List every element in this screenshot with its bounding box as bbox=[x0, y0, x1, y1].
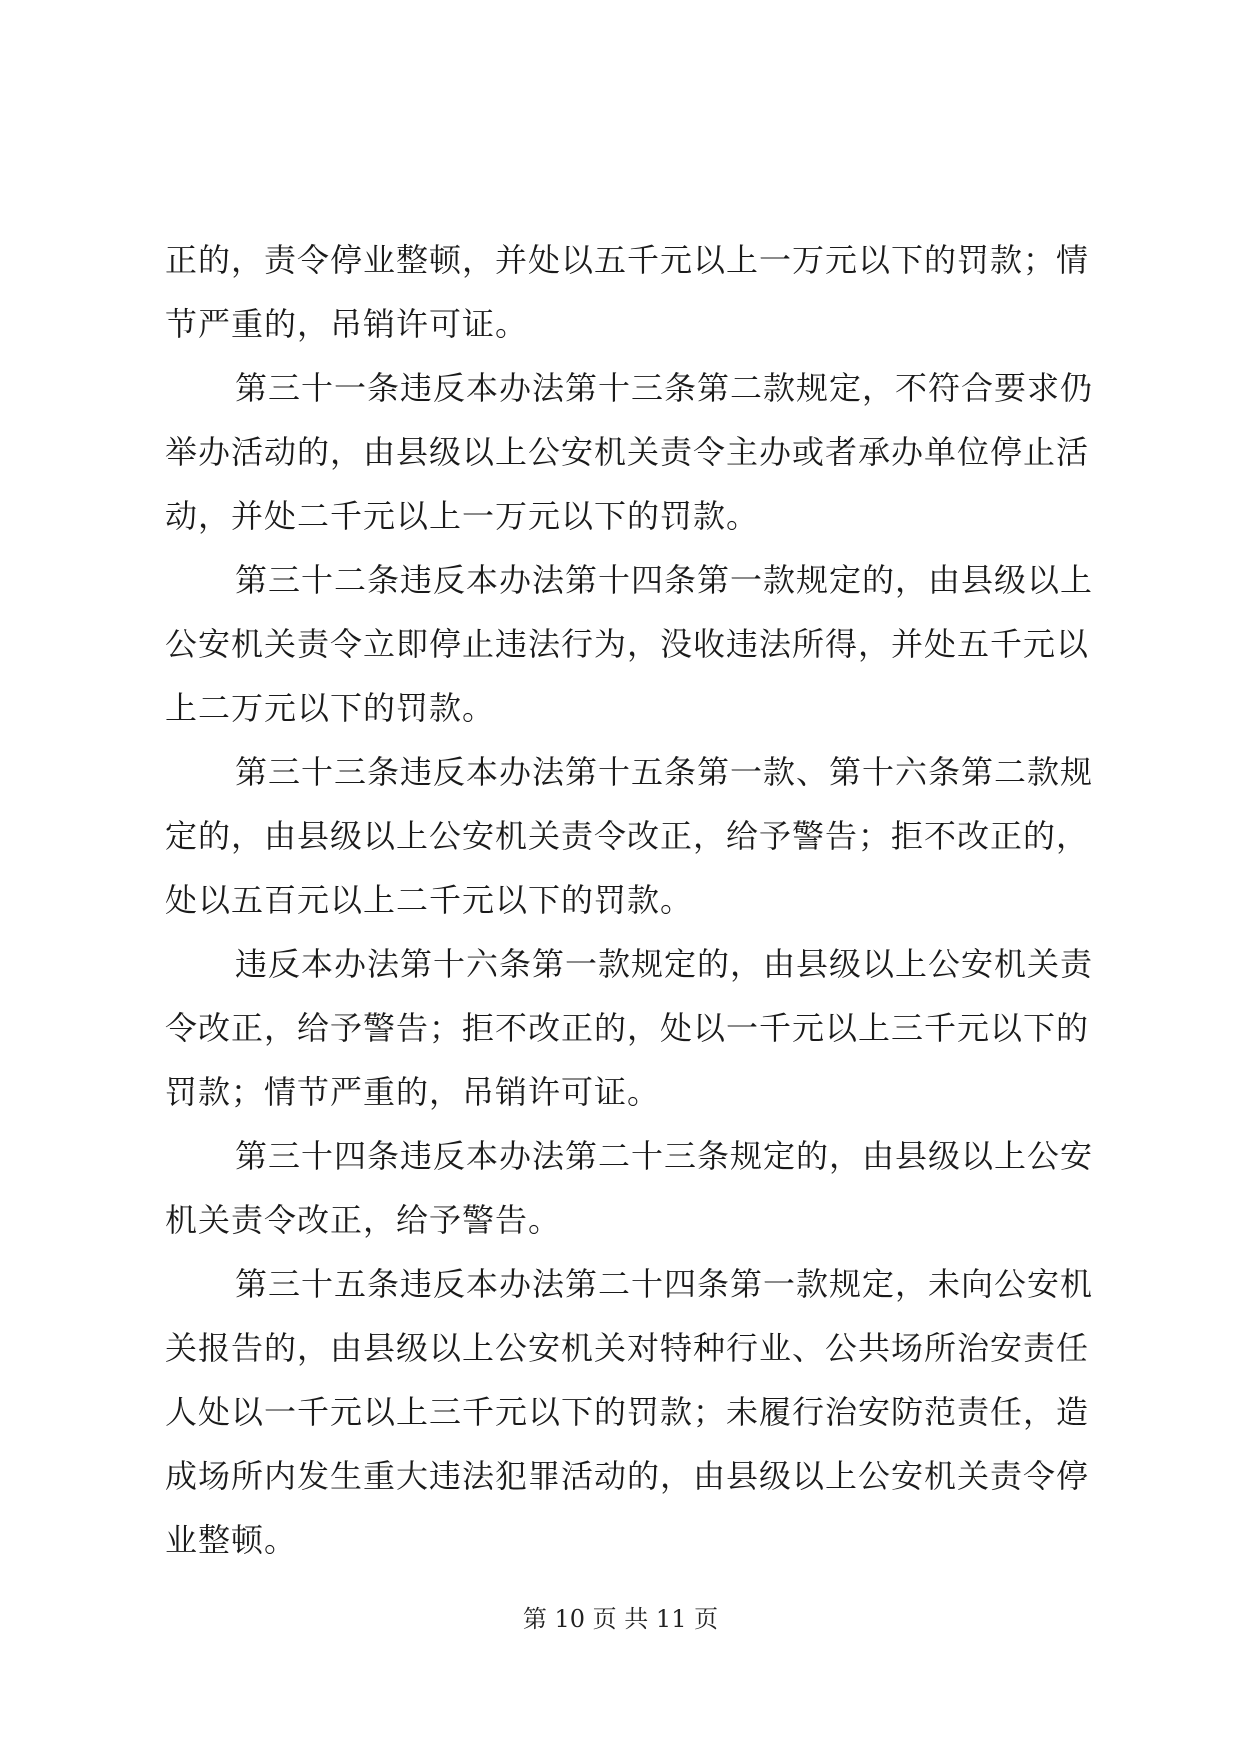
text-line: 机关责令改正，给予警告。 bbox=[165, 1201, 562, 1239]
paragraph-article-33 bbox=[165, 740, 1094, 932]
text-line: 罚款；情节严重的，吊销许可证。 bbox=[165, 1073, 661, 1111]
text-line: 业整顿。 bbox=[165, 1521, 298, 1559]
text-line: 第三十二条违反本办法第十四条第一款规定的，由县级以上 bbox=[235, 561, 1094, 599]
text-line: 第三十一条违反本办法第十三条第二款规定，不符合要求仍 bbox=[235, 369, 1094, 407]
text-line: 正的，责令停业整顿，并处以五千元以上一万元以下的罚款；情 bbox=[165, 241, 1090, 279]
page-number-footer: 第 10 页 共 11 页 bbox=[522, 1605, 719, 1633]
text-line: 节严重的，吊销许可证。 bbox=[165, 305, 529, 343]
paragraph-article-31 bbox=[165, 356, 1094, 548]
text-line: 第三十四条违反本办法第二十三条规定的，由县级以上公安 bbox=[235, 1137, 1094, 1175]
text-line: 处以五百元以上二千元以下的罚款。 bbox=[165, 881, 694, 919]
text-line: 成场所内发生重大违法犯罪活动的，由县级以上公安机关责令停 bbox=[165, 1457, 1090, 1495]
text-line: 关报告的，由县级以上公安机关对特种行业、公共场所治安责任 bbox=[165, 1329, 1090, 1367]
text-line: 第三十三条违反本办法第十五条第一款、第十六条第二款规 bbox=[235, 753, 1094, 791]
text-line: 第三十五条违反本办法第二十四条第一款规定，未向公安机 bbox=[235, 1265, 1094, 1303]
text-line: 举办活动的，由县级以上公安机关责令主办或者承办单位停止活 bbox=[165, 433, 1090, 471]
text-line: 违反本办法第十六条第一款规定的，由县级以上公安机关责 bbox=[235, 945, 1094, 983]
text-line: 公安机关责令立即停止违法行为，没收违法所得，并处五千元以 bbox=[165, 625, 1090, 663]
paragraph-article-35 bbox=[165, 1252, 1094, 1572]
text-line: 上二万元以下的罚款。 bbox=[165, 689, 496, 727]
body-text bbox=[165, 228, 1094, 1572]
paragraph-article-32 bbox=[165, 548, 1094, 740]
text-line: 动，并处二千元以上一万元以下的罚款。 bbox=[165, 497, 760, 535]
paragraph-article-34 bbox=[165, 1124, 1094, 1252]
text-line: 令改正，给予警告；拒不改正的，处以一千元以上三千元以下的 bbox=[165, 1009, 1090, 1047]
paragraph-article-33-second bbox=[165, 932, 1094, 1124]
paragraph-continuation bbox=[165, 228, 1090, 356]
text-line: 人处以一千元以上三千元以下的罚款；未履行治安防范责任，造 bbox=[165, 1393, 1090, 1431]
text-line: 定的，由县级以上公安机关责令改正，给予警告；拒不改正的， bbox=[165, 817, 1090, 855]
